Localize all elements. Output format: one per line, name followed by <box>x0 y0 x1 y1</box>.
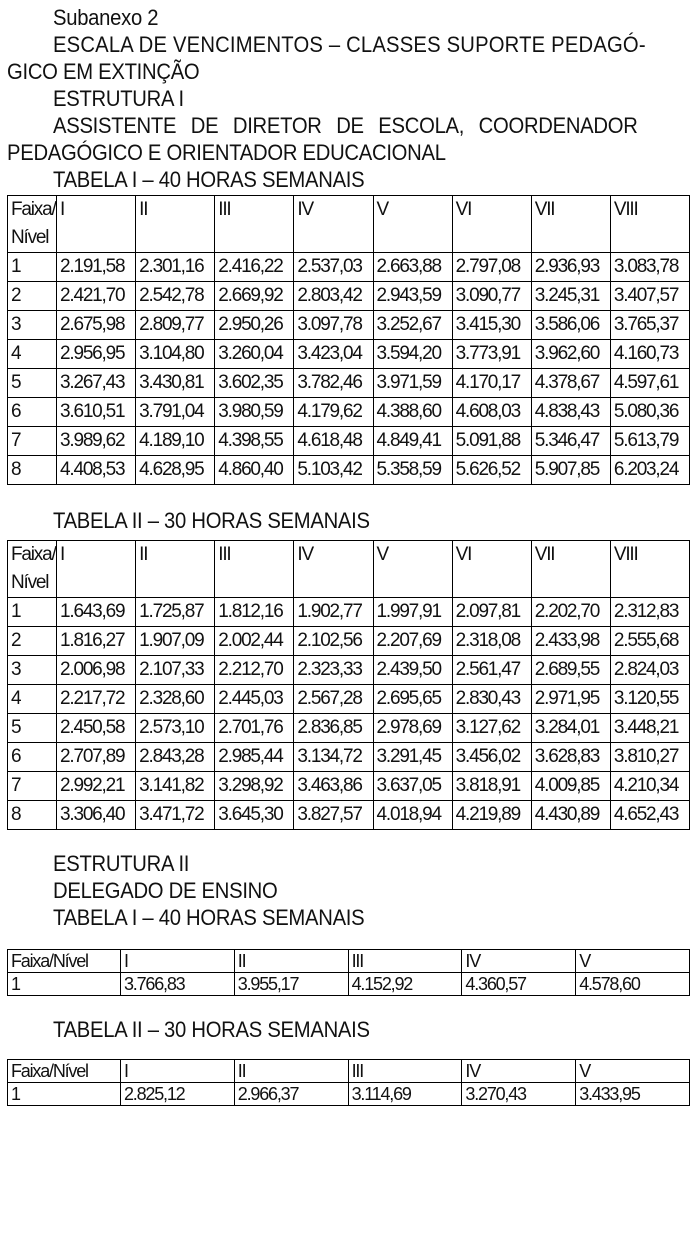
table-cell: 2.985,44 <box>215 743 294 772</box>
table-cell: 1.725,87 <box>136 598 215 627</box>
table-cell: 2.102,56 <box>294 627 373 656</box>
table-cell: 3.433,95 <box>576 1083 690 1106</box>
table-cell: 2.561,47 <box>452 656 531 685</box>
table-cell: 2.663,88 <box>373 253 452 282</box>
column-header: I <box>121 1060 235 1083</box>
table-cell: 4 <box>8 340 57 369</box>
table-cell: 4.179,62 <box>294 398 373 427</box>
table-cell: 3.962,60 <box>531 340 610 369</box>
table1-title: TABELA I – 40 HORAS SEMANAIS <box>53 167 365 192</box>
table-cell: 3.407,57 <box>610 282 689 311</box>
table-cell: 4.860,40 <box>215 456 294 485</box>
table-cell: 2.312,83 <box>610 598 689 627</box>
estrutura-i-title: ESTRUTURA I <box>53 86 184 111</box>
table-cell: 2.803,42 <box>294 282 373 311</box>
table-header-row <box>8 541 690 598</box>
table-cell: 3.594,20 <box>373 340 452 369</box>
table-cell: 6 <box>8 743 57 772</box>
table-cell: 2.573,10 <box>136 714 215 743</box>
table-cell: 4.398,55 <box>215 427 294 456</box>
table-cell: 3.456,02 <box>452 743 531 772</box>
table-cell: 2.555,68 <box>610 627 689 656</box>
column-header: VI <box>452 541 531 598</box>
escala-title-line2: GICO EM EXTINÇÃO <box>7 59 200 84</box>
cargos-line1: ASSISTENTE DE DIRETOR DE ESCOLA, COORDENADOR <box>53 113 638 138</box>
column-header: I <box>121 950 235 973</box>
column-header: VIII <box>610 541 689 598</box>
table-cell: 3.090,77 <box>452 282 531 311</box>
table-cell: 2.669,92 <box>215 282 294 311</box>
table-cell: 4.160,73 <box>610 340 689 369</box>
table-row <box>8 253 690 282</box>
table-cell: 4.018,94 <box>373 801 452 830</box>
table-cell: 2.450,58 <box>57 714 136 743</box>
table-cell: 3.284,01 <box>531 714 610 743</box>
table-estrutura2-40h <box>7 949 690 996</box>
table-cell: 1 <box>8 253 57 282</box>
table-cell: 3.989,62 <box>57 427 136 456</box>
table-row <box>8 656 690 685</box>
table-cell: 2.445,03 <box>215 685 294 714</box>
table-cell: 2.301,16 <box>136 253 215 282</box>
table-cell: 4.618,48 <box>294 427 373 456</box>
table-row <box>8 369 690 398</box>
table-cell: 2.439,50 <box>373 656 452 685</box>
table-cell: 3.791,04 <box>136 398 215 427</box>
table-header-row <box>8 950 690 973</box>
table-cell: 2.537,03 <box>294 253 373 282</box>
table-cell: 2.830,43 <box>452 685 531 714</box>
escala-title-line1: ESCALA DE VENCIMENTOS – CLASSES SUPORTE PEDAGÓ- <box>53 32 646 57</box>
table-row <box>8 714 690 743</box>
table-cell: 2.695,65 <box>373 685 452 714</box>
table-cell: 4.430,89 <box>531 801 610 830</box>
table-cell: 2.950,26 <box>215 311 294 340</box>
table-cell: 3.782,46 <box>294 369 373 398</box>
table-cell: 3.252,67 <box>373 311 452 340</box>
table-cell: 3.306,40 <box>57 801 136 830</box>
table-cell: 2.318,08 <box>452 627 531 656</box>
column-header: III <box>215 196 294 253</box>
table-cell: 2.567,28 <box>294 685 373 714</box>
table-cell: 8 <box>8 801 57 830</box>
table-cell: 2.966,37 <box>234 1083 348 1106</box>
table-cell: 4.388,60 <box>373 398 452 427</box>
table-cell: 1.643,69 <box>57 598 136 627</box>
column-header: VI <box>452 196 531 253</box>
table-cell: 3.637,05 <box>373 772 452 801</box>
table-cell: 2.843,28 <box>136 743 215 772</box>
table-cell: 3.463,86 <box>294 772 373 801</box>
column-header: II <box>136 541 215 598</box>
table-cell: 3.083,78 <box>610 253 689 282</box>
table-cell: 3.291,45 <box>373 743 452 772</box>
table-cell: 1 <box>8 973 121 996</box>
table-cell: 2.202,70 <box>531 598 610 627</box>
column-header: V <box>373 196 452 253</box>
table-cell: 3.245,31 <box>531 282 610 311</box>
table-cell: 4.578,60 <box>576 973 690 996</box>
cargos-line2: PEDAGÓGICO E ORIENTADOR EDUCACIONAL <box>7 140 446 165</box>
table-cell: 3.971,59 <box>373 369 452 398</box>
table-cell: 1.997,91 <box>373 598 452 627</box>
table-cell: 4.652,43 <box>610 801 689 830</box>
table-cell: 2.323,33 <box>294 656 373 685</box>
table-cell: 2.002,44 <box>215 627 294 656</box>
table-cell: 2.217,72 <box>57 685 136 714</box>
table-estrutura1-40h <box>7 195 690 485</box>
table-row <box>8 340 690 369</box>
column-header: IV <box>294 541 373 598</box>
table-cell: 2.328,60 <box>136 685 215 714</box>
table-cell: 2.956,95 <box>57 340 136 369</box>
table-cell: 4 <box>8 685 57 714</box>
table-cell: 3.127,62 <box>452 714 531 743</box>
table-cell: 2.433,98 <box>531 627 610 656</box>
column-header: I <box>57 196 136 253</box>
table-cell: 4.009,85 <box>531 772 610 801</box>
table-cell: 3.628,83 <box>531 743 610 772</box>
table-row <box>8 772 690 801</box>
table-cell: 3.610,51 <box>57 398 136 427</box>
column-header: VIII <box>610 196 689 253</box>
table-cell: 5 <box>8 714 57 743</box>
table-cell: 3.586,06 <box>531 311 610 340</box>
table-row <box>8 627 690 656</box>
table-cell: 4.849,41 <box>373 427 452 456</box>
table-cell: 3.765,37 <box>610 311 689 340</box>
table-cell: 3.298,92 <box>215 772 294 801</box>
table-row <box>8 973 690 996</box>
table-cell: 2.701,76 <box>215 714 294 743</box>
column-header: III <box>215 541 294 598</box>
table-cell: 2.978,69 <box>373 714 452 743</box>
table-cell: 7 <box>8 427 57 456</box>
table-estrutura1-30h <box>7 540 690 830</box>
table-cell: 2.707,89 <box>57 743 136 772</box>
faixa-nivel-header: Faixa/Nível <box>8 1060 121 1083</box>
table-cell: 2.107,33 <box>136 656 215 685</box>
table-cell: 4.378,67 <box>531 369 610 398</box>
column-header: IV <box>462 1060 576 1083</box>
table-cell: 2.836,85 <box>294 714 373 743</box>
table-row <box>8 598 690 627</box>
table-cell: 2.797,08 <box>452 253 531 282</box>
column-header: II <box>136 196 215 253</box>
table-cell: 3.980,59 <box>215 398 294 427</box>
column-header: III <box>348 1060 462 1083</box>
table-cell: 1 <box>8 598 57 627</box>
table-cell: 3.773,91 <box>452 340 531 369</box>
table-cell: 2 <box>8 282 57 311</box>
table-cell: 5.626,52 <box>452 456 531 485</box>
table-cell: 4.360,57 <box>462 973 576 996</box>
table-cell: 5.613,79 <box>610 427 689 456</box>
table-row <box>8 743 690 772</box>
table-cell: 2.809,77 <box>136 311 215 340</box>
table-cell: 3.810,27 <box>610 743 689 772</box>
table-cell: 4.838,43 <box>531 398 610 427</box>
column-header: V <box>576 950 690 973</box>
table-cell: 3.430,81 <box>136 369 215 398</box>
table-cell: 2.542,78 <box>136 282 215 311</box>
table-cell: 3.471,72 <box>136 801 215 830</box>
table-cell: 2.097,81 <box>452 598 531 627</box>
table-cell: 3.270,43 <box>462 1083 576 1106</box>
table-cell: 4.608,03 <box>452 398 531 427</box>
table-cell: 2.943,59 <box>373 282 452 311</box>
table-cell: 3.423,04 <box>294 340 373 369</box>
table-cell: 2.825,12 <box>121 1083 235 1106</box>
table-row <box>8 311 690 340</box>
faixa-nivel-header: Faixa/Nível <box>8 950 121 973</box>
table-cell: 3.134,72 <box>294 743 373 772</box>
table-cell: 2.824,03 <box>610 656 689 685</box>
table-cell: 3.448,21 <box>610 714 689 743</box>
table-cell: 3.827,57 <box>294 801 373 830</box>
table-header-row <box>8 1060 690 1083</box>
delegado-title: DELEGADO DE ENSINO <box>53 878 278 903</box>
column-header: II <box>234 1060 348 1083</box>
faixa-nivel-header: Faixa/ Nível <box>8 196 57 253</box>
table-cell: 1.816,27 <box>57 627 136 656</box>
table-cell: 2.212,70 <box>215 656 294 685</box>
table4-title: TABELA II – 30 HORAS SEMANAIS <box>53 1017 370 1042</box>
table-cell: 3.766,83 <box>121 973 235 996</box>
table-cell: 6.203,24 <box>610 456 689 485</box>
table-cell: 5.346,47 <box>531 427 610 456</box>
table-cell: 3.260,04 <box>215 340 294 369</box>
column-header: III <box>348 950 462 973</box>
table-cell: 3.097,78 <box>294 311 373 340</box>
table-cell: 2.416,22 <box>215 253 294 282</box>
table-cell: 3.267,43 <box>57 369 136 398</box>
table-cell: 2.006,98 <box>57 656 136 685</box>
table-cell: 1.902,77 <box>294 598 373 627</box>
table-cell: 2.992,21 <box>57 772 136 801</box>
table-cell: 8 <box>8 456 57 485</box>
table-row <box>8 427 690 456</box>
table-cell: 3.602,35 <box>215 369 294 398</box>
table2-title: TABELA II – 30 HORAS SEMANAIS <box>53 508 370 533</box>
table-cell: 5.358,59 <box>373 456 452 485</box>
column-header: V <box>373 541 452 598</box>
table-cell: 2.971,95 <box>531 685 610 714</box>
column-header: V <box>576 1060 690 1083</box>
table-row <box>8 685 690 714</box>
column-header: IV <box>294 196 373 253</box>
table-cell: 4.408,53 <box>57 456 136 485</box>
table-row <box>8 1083 690 1106</box>
table-cell: 3.104,80 <box>136 340 215 369</box>
table-row <box>8 398 690 427</box>
table-cell: 5.907,85 <box>531 456 610 485</box>
table-cell: 4.597,61 <box>610 369 689 398</box>
table-cell: 4.152,92 <box>348 973 462 996</box>
table-row <box>8 801 690 830</box>
table-cell: 4.210,34 <box>610 772 689 801</box>
table-cell: 4.189,10 <box>136 427 215 456</box>
table-estrutura2-30h <box>7 1059 690 1106</box>
table-cell: 2 <box>8 627 57 656</box>
table-cell: 1 <box>8 1083 121 1106</box>
table-cell: 2.207,69 <box>373 627 452 656</box>
table-cell: 1.907,09 <box>136 627 215 656</box>
table-cell: 3.415,30 <box>452 311 531 340</box>
table-cell: 6 <box>8 398 57 427</box>
table-cell: 4.219,89 <box>452 801 531 830</box>
table-cell: 3.955,17 <box>234 973 348 996</box>
table-cell: 3 <box>8 311 57 340</box>
table-cell: 5.103,42 <box>294 456 373 485</box>
table-cell: 3.141,82 <box>136 772 215 801</box>
faixa-nivel-header: Faixa/ Nível <box>8 541 57 598</box>
column-header: VII <box>531 196 610 253</box>
table-cell: 3.114,69 <box>348 1083 462 1106</box>
table-cell: 2.936,93 <box>531 253 610 282</box>
column-header: VII <box>531 541 610 598</box>
table-cell: 1.812,16 <box>215 598 294 627</box>
table-cell: 3 <box>8 656 57 685</box>
table-cell: 2.675,98 <box>57 311 136 340</box>
column-header: I <box>57 541 136 598</box>
table-cell: 7 <box>8 772 57 801</box>
table-cell: 2.191,58 <box>57 253 136 282</box>
table-cell: 3.645,30 <box>215 801 294 830</box>
column-header: IV <box>462 950 576 973</box>
table-cell: 5.091,88 <box>452 427 531 456</box>
table-header-row <box>8 196 690 253</box>
table-cell: 4.628,95 <box>136 456 215 485</box>
table-cell: 5 <box>8 369 57 398</box>
table-row <box>8 456 690 485</box>
table-cell: 2.421,70 <box>57 282 136 311</box>
subanexo-title: Subanexo 2 <box>53 5 159 30</box>
column-header: II <box>234 950 348 973</box>
table-row <box>8 282 690 311</box>
estrutura-ii-title: ESTRUTURA II <box>53 851 190 876</box>
table-cell: 3.818,91 <box>452 772 531 801</box>
table-cell: 2.689,55 <box>531 656 610 685</box>
table-cell: 3.120,55 <box>610 685 689 714</box>
table-cell: 4.170,17 <box>452 369 531 398</box>
table3-title: TABELA I – 40 HORAS SEMANAIS <box>53 905 365 930</box>
table-cell: 5.080,36 <box>610 398 689 427</box>
